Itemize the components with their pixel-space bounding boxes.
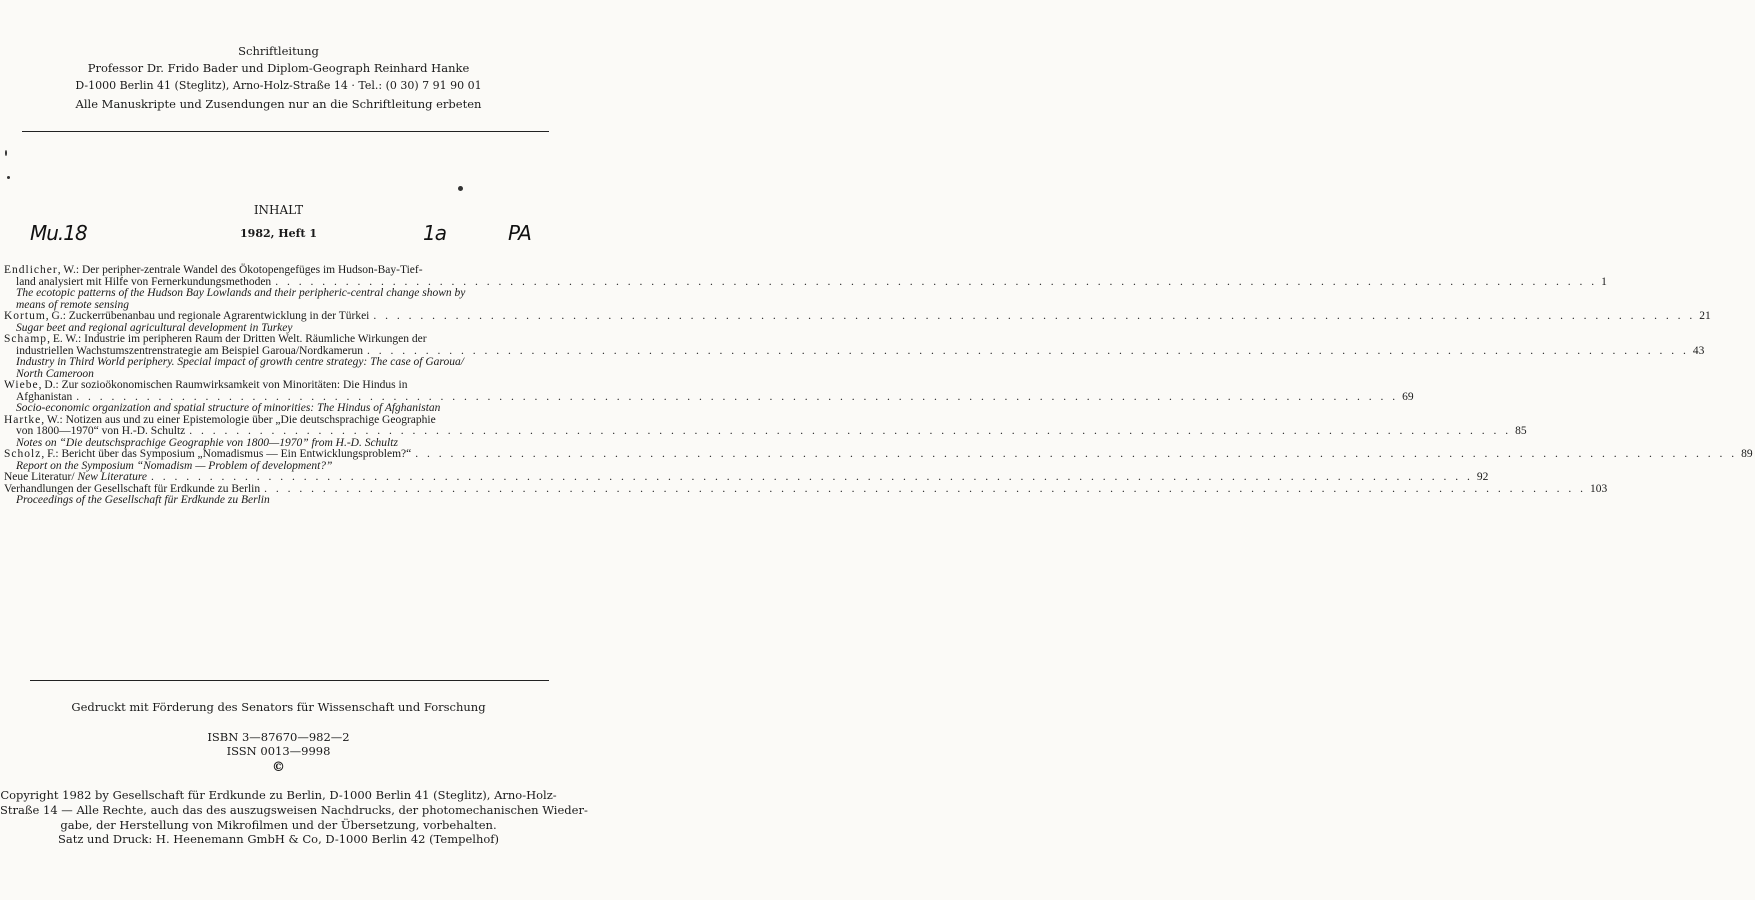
- header-editors: Professor Dr. Frido Bader und Diplom-Geograph Reinhard Hanke: [87, 61, 470, 75]
- toc-title: Bericht über das Symposium „Nomadismus — Ein Entwicklungsproblem?“: [58, 448, 412, 460]
- copyright-line-3: gabe, der Herstellung von Mikrofilmen und der Übersetzung, vorbehalten.: [60, 818, 497, 832]
- toc-page: 92: [1476, 471, 1489, 483]
- toc-author: Scholz: [4, 448, 42, 460]
- toc-page: 89: [1741, 448, 1753, 460]
- copyright-symbol: ©: [272, 760, 285, 775]
- toc-author: Endlicher: [4, 264, 58, 276]
- toc-initials: , F.:: [41, 448, 59, 460]
- toc-english-title: Proceedings of the Gesellschaft für Erdkunde zu Berlin: [16, 494, 270, 506]
- toc-initials: , W.:: [57, 264, 80, 276]
- leader-dots: [411, 449, 1741, 461]
- toc-title-cont: industriellen Wachstumszentrenstrategie am Beispiel Garoua/Nordkamerun: [16, 344, 363, 357]
- printer-line: Satz und Druck: H. Heenemann GmbH & Co, D-1000 Berlin 42 (Tempelhof): [57, 832, 500, 846]
- toc-initials: , G.:: [45, 310, 66, 322]
- top-divider: [22, 131, 549, 132]
- toc-entry-hartke: [4, 413, 1527, 450]
- toc-title-cont: Afghanistan: [16, 390, 73, 403]
- leader-dots: [271, 277, 1601, 289]
- toc-page: 43: [1692, 344, 1705, 357]
- bottom-divider: [30, 680, 549, 681]
- toc-page: 85: [1515, 425, 1527, 437]
- toc-page: 69: [1402, 390, 1414, 403]
- toc-english-title: New Literature: [77, 471, 147, 483]
- toc-title: Zuckerrübenanbau und regionale Agrarentwicklung in der Türkei: [65, 310, 370, 322]
- toc-entry-endlicher: [4, 264, 1607, 311]
- leader-dots: [185, 426, 1515, 438]
- leader-dots: [369, 311, 1699, 323]
- handwritten-note-left: Mu.18: [30, 221, 87, 245]
- toc-entry-proceedings: [4, 482, 1608, 507]
- toc-initials: , W.:: [41, 413, 63, 426]
- scan-speck: [7, 176, 10, 179]
- toc-entry-scholz: [4, 448, 1753, 472]
- toc-initials: , D.:: [38, 379, 59, 391]
- toc-author: Hartke: [4, 413, 42, 426]
- toc-title: Industrie im peripheren Raum der Dritten Welt. Räumliche Wirkungen der: [81, 333, 427, 345]
- header-address: D-1000 Berlin 41 (Steglitz), Arno-Holz-Straße 14 · Tel.: (0 30) 7 91 90 01: [75, 79, 482, 92]
- funding-note: Gedruckt mit Förderung des Senators für Wissenschaft und Forschung: [71, 700, 486, 714]
- toc-english-title: Industry in Third World periphery. Special impact of growth centre strategy: The case of Garoua/: [16, 356, 464, 368]
- toc-page: 21: [1699, 310, 1711, 322]
- toc-entry-new-literature: [4, 471, 1489, 484]
- table-of-contents: [4, 264, 1753, 507]
- issn: ISSN 0013—9998: [226, 744, 331, 758]
- toc-entry-schamp: [4, 333, 1705, 380]
- toc-english-title: Report on the Symposium “Nomadism — Problem of development?”: [16, 459, 333, 472]
- contents-heading: INHALT: [253, 203, 304, 217]
- copyright-line-2: Straße 14 — Alle Rechte, auch das des auszugsweisen Nachdrucks, der photomechanischen Wieder-: [0, 803, 588, 817]
- toc-english-title: The ecotopic patterns of the Hudson Bay Lowlands and their peripheric-central change shown by: [16, 287, 466, 299]
- toc-title: Verhandlungen der Gesellschaft für Erdkunde zu Berlin: [4, 482, 261, 495]
- isbn: ISBN 3—87670—982—2: [207, 730, 350, 744]
- scan-speck: [458, 186, 463, 191]
- toc-initials: , E. W.:: [47, 333, 82, 345]
- toc-title: Der peripher-zentrale Wandel des Ökotopengefüges im Hudson-Bay-Tief-: [79, 264, 423, 276]
- toc-entry-wiebe: [4, 379, 1414, 415]
- toc-author: Schamp: [4, 333, 48, 345]
- toc-title: Notizen aus und zu einer Epistemologie über „Die deutschsprachige Geographie: [62, 413, 436, 426]
- toc-title: Zur sozioökonomischen Raumwirksamkeit von Minoritäten: Die Hindus in: [58, 379, 408, 391]
- leader-dots: [363, 346, 1693, 358]
- leader-dots: [260, 484, 1590, 496]
- toc-page: 103: [1589, 482, 1608, 495]
- leader-dots: [147, 472, 1477, 484]
- copyright-line-1: Copyright 1982 by Gesellschaft für Erdkunde zu Berlin, D-1000 Berlin 41 (Steglitz), Arno-Holz-: [0, 788, 557, 802]
- handwritten-note-right: PA: [508, 221, 531, 245]
- toc-page: 1: [1601, 275, 1607, 288]
- header-manuscripts-note: Alle Manuskripte und Zusendungen nur an die Schriftleitung erbeten: [75, 97, 482, 111]
- toc-author: Wiebe: [4, 379, 39, 391]
- toc-author: Kortum: [4, 310, 46, 322]
- toc-english-title: Sugar beet and regional agricultural development in Turkey: [16, 321, 293, 334]
- toc-title: Neue Literatur/: [4, 471, 78, 483]
- toc-english-title-cont: means of remote sensing: [16, 298, 129, 311]
- toc-english-title-cont: North Cameroon: [16, 367, 94, 380]
- scan-speck: [5, 150, 7, 156]
- toc-title-cont: land analysiert mit Hilfe von Fernerkundungsmethoden: [16, 275, 272, 288]
- toc-title-cont: von 1800—1970“ von H.-D. Schultz: [16, 425, 186, 437]
- toc-entry-kortum: [4, 310, 1711, 334]
- toc-english-title: Socio-economic organization and spatial structure of minorities: The Hindus of Afghanistan: [16, 402, 441, 414]
- issue-label: 1982, Heft 1: [240, 227, 317, 240]
- handwritten-note-mid: 1a: [423, 221, 446, 245]
- toc-english-title: Notes on “Die deutschsprachige Geographie von 1800—1970” from H.-D. Schultz: [16, 436, 398, 449]
- header-editorship: Schriftleitung: [238, 44, 319, 58]
